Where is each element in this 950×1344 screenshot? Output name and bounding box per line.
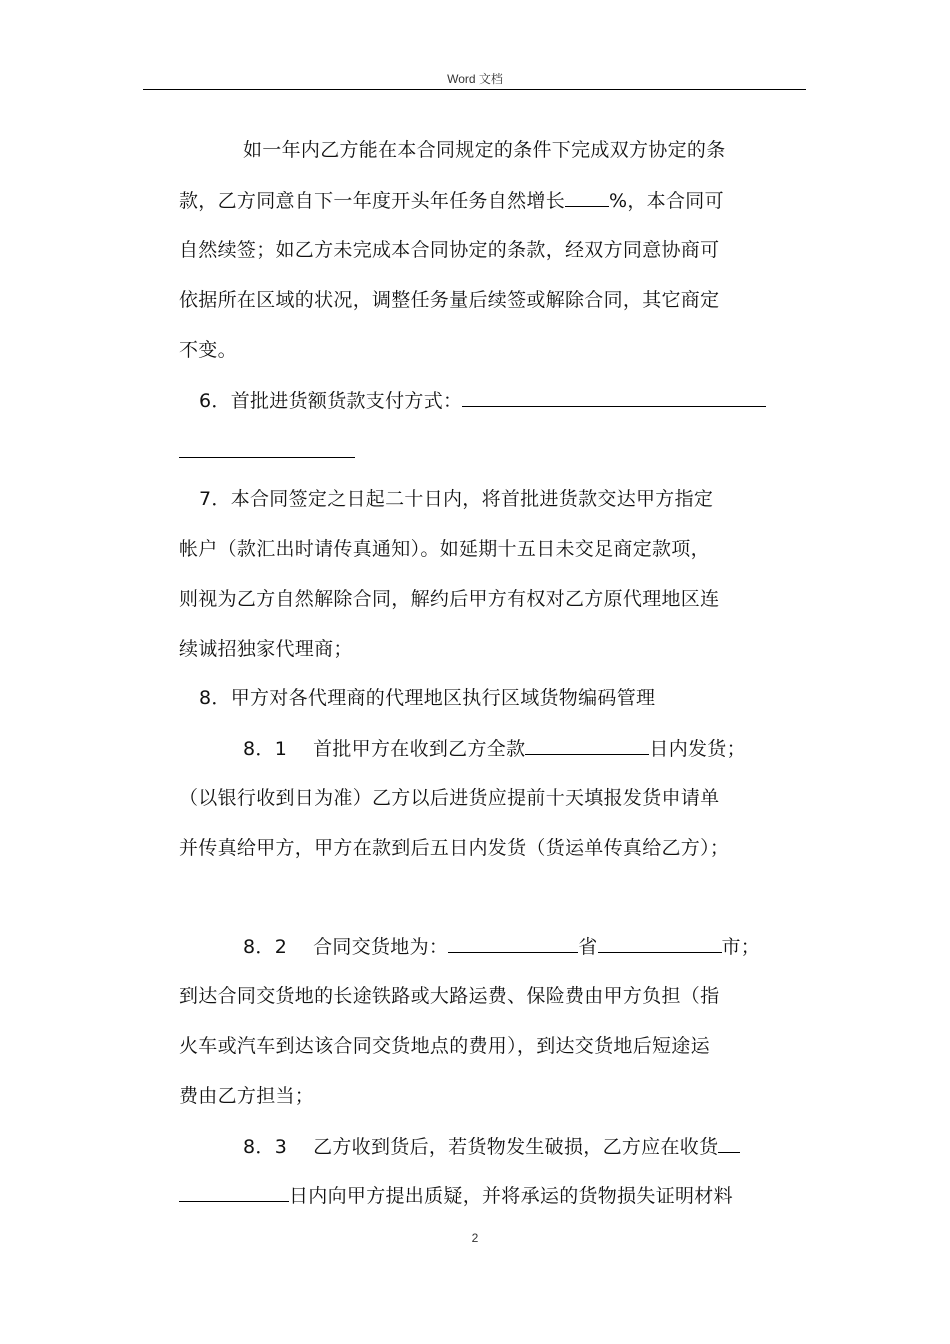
- fill-in-blank[interactable]: [448, 934, 578, 953]
- text-segment: 省: [578, 936, 598, 958]
- text-line: 如一年内乙方能在本合同规定的条件下完成双方协定的条: [243, 139, 726, 161]
- text-segment: 乙方收到货后，若货物发生破损，乙方应在收货: [313, 1136, 719, 1158]
- text-segment: 日内向甲方提出质疑，并将承运的货物损失证明材料: [289, 1185, 733, 1207]
- text-line: 不变。: [179, 339, 237, 361]
- text-segment: 市；: [721, 936, 761, 958]
- text-line: 续诚招独家代理商；: [179, 638, 353, 660]
- text-segment: 6．首批进货额货款支付方式：: [199, 390, 463, 412]
- text-line: 帐户（款汇出时请传真通知）。如延期十五日未交足商定款项，: [179, 538, 710, 560]
- text-line: 7．本合同签定之日起二十日内，将首批进货款交达甲方指定: [199, 488, 714, 510]
- text-line: 依据所在区域的状况，调整任务量后续签或解除合同，其它商定: [179, 289, 720, 311]
- fill-in-blank[interactable]: [718, 1134, 740, 1153]
- fill-in-blank[interactable]: [598, 934, 722, 953]
- text-line: [243, 1134, 740, 1159]
- text-line: （以银行收到日为准）乙方以后进货应提前十天填报发货申请单: [179, 787, 720, 809]
- text-line: [179, 1183, 733, 1208]
- text-segment: %，本合同可: [609, 190, 724, 212]
- clause-number: 8．3: [243, 1136, 288, 1158]
- text-segment: 日内发货；: [649, 738, 746, 760]
- fill-in-blank[interactable]: [525, 736, 649, 755]
- header-rule: [143, 89, 806, 90]
- text-line: 8．甲方对各代理商的代理地区执行区域货物编码管理: [199, 687, 656, 709]
- text-line: 到达合同交货地的长途铁路或大路运费、保险费由甲方负担（指: [179, 985, 720, 1007]
- text-line: 自然续签；如乙方未完成本合同协定的条款，经双方同意协商可: [179, 239, 720, 261]
- text-line: [243, 736, 746, 761]
- page-header: Word 文档: [447, 72, 503, 86]
- fill-in-blank[interactable]: [179, 1183, 289, 1202]
- fill-in-blank[interactable]: [462, 388, 766, 407]
- text-line: [243, 934, 760, 959]
- fill-in-blank[interactable]: [179, 457, 355, 458]
- clause-number: 8．2: [243, 936, 288, 958]
- text-segment: 合同交货地为：: [313, 936, 449, 958]
- text-line: 并传真给甲方，甲方在款到后五日内发货（货运单传真给乙方）；: [179, 837, 730, 859]
- text-line: 则视为乙方自然解除合同，解约后甲方有权对乙方原代理地区连: [179, 588, 720, 610]
- fill-in-blank[interactable]: [565, 188, 609, 207]
- text-line: [199, 388, 766, 413]
- page-number: 2: [471, 1231, 479, 1245]
- text-line: 火车或汽车到达该合同交货地点的费用），到达交货地后短途运: [179, 1035, 710, 1057]
- text-line: 费由乙方担当；: [179, 1085, 315, 1107]
- text-segment: 首批甲方在收到乙方全款: [313, 738, 526, 760]
- text-line: [179, 188, 724, 213]
- text-segment: 款，乙方同意自下一年度开头年任务自然增长: [179, 190, 566, 212]
- clause-number: 8．1: [243, 738, 288, 760]
